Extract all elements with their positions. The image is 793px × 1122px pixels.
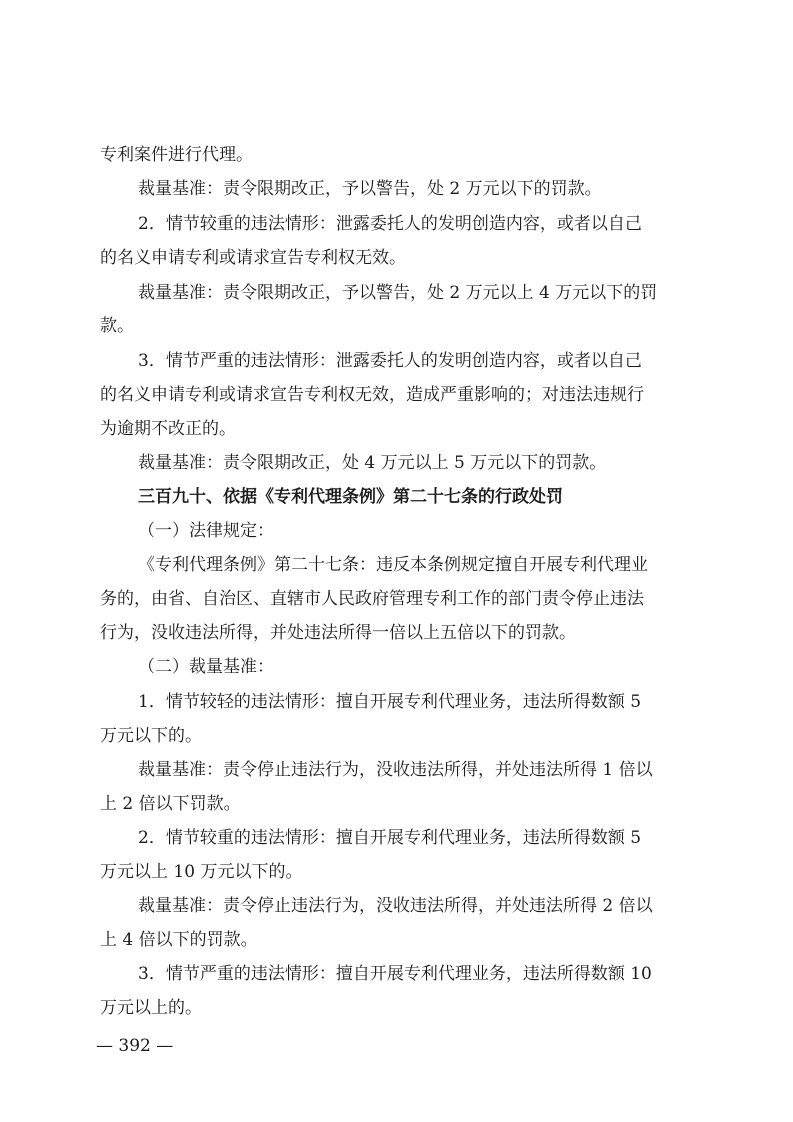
page-number: — 392 — [96, 1036, 174, 1056]
text-line: 的名义申请专利或请求宣告专利权无效。 [100, 248, 406, 268]
text-line: 2．情节较重的违法情形：泄露委托人的发明创造内容，或者以自己 [138, 214, 642, 234]
text-line: 万元以上的。 [100, 998, 202, 1018]
text-line: 为逾期不改正的。 [100, 419, 236, 439]
text-line: 2．情节较重的违法情形：擅自开展专利代理业务，违法所得数额 5 [138, 828, 642, 848]
subheading: （二）裁量基准： [138, 657, 274, 677]
text-line: 3．情节严重的违法情形：泄露委托人的发明创造内容，或者以自己 [138, 351, 642, 371]
text-line: 3．情节严重的违法情形：擅自开展专利代理业务，违法所得数额 10 [138, 964, 652, 984]
text-line: 万元以下的。 [100, 726, 202, 746]
section-heading: 三百九十、依据《专利代理条例》第二十七条的行政处罚 [138, 487, 563, 507]
text-line: 上 4 倍以下的罚款。 [100, 930, 258, 950]
text-line: 专利案件进行代理。 [100, 145, 253, 165]
subheading: （一）法律规定： [138, 521, 274, 541]
text-line: 《专利代理条例》第二十七条：违反本条例规定擅自开展专利代理业 [138, 555, 648, 575]
text-line: 务的，由省、自治区、直辖市人民政府管理专利工作的部门责令停止违法 [100, 589, 644, 609]
text-line: 裁量基准：责令限期改正，予以警告，处 2 万元以下的罚款。 [138, 179, 602, 199]
text-line: 裁量基准：责令限期改正，处 4 万元以上 5 万元以下的罚款。 [138, 453, 607, 473]
text-line: 上 2 倍以下罚款。 [100, 794, 241, 814]
text-line: 1．情节较轻的违法情形：擅自开展专利代理业务，违法所得数额 5 [138, 692, 642, 712]
text-line: 裁量基准：责令停止违法行为，没收违法所得，并处违法所得 2 倍以 [138, 896, 653, 916]
text-line: 的名义申请专利或请求宣告专利权无效，造成严重影响的；对违法违规行 [100, 385, 644, 405]
text-line: 款。 [100, 316, 134, 336]
text-line: 裁量基准：责令限期改正，予以警告，处 2 万元以上 4 万元以下的罚 [138, 283, 658, 303]
text-line: 万元以上 10 万元以下的。 [100, 862, 303, 882]
text-line: 裁量基准：责令停止违法行为，没收违法所得，并处违法所得 1 倍以 [138, 760, 653, 780]
text-line: 行为，没收违法所得，并处违法所得一倍以上五倍以下的罚款。 [100, 623, 576, 643]
